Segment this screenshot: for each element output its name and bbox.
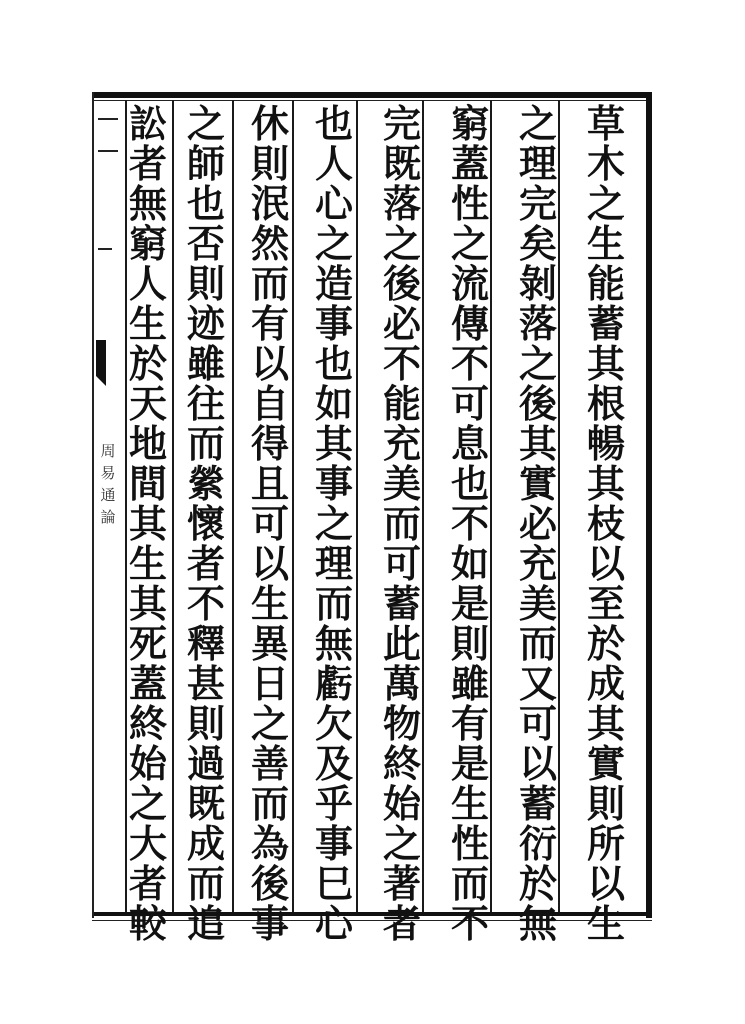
character: 之 xyxy=(518,101,557,146)
character: 其 xyxy=(128,501,167,546)
character: 落 xyxy=(518,301,557,346)
character: 完 xyxy=(382,101,421,146)
character: 通 xyxy=(100,486,116,504)
character: 息 xyxy=(450,421,489,466)
character: 雖 xyxy=(450,661,489,706)
bottom-border xyxy=(92,912,652,916)
character: 窮 xyxy=(450,101,489,146)
character: 而 xyxy=(314,581,353,626)
character: 虧 xyxy=(314,661,353,706)
character: 縈 xyxy=(186,461,225,506)
character: 之 xyxy=(186,101,225,146)
top-border xyxy=(92,92,652,98)
character: 之 xyxy=(250,701,289,746)
character: 能 xyxy=(382,381,421,426)
fishtail-mark xyxy=(96,340,106,376)
character: 者 xyxy=(128,861,167,906)
character: 必 xyxy=(518,501,557,546)
character: 萬 xyxy=(382,661,421,706)
character: 衍 xyxy=(518,821,557,866)
character: 之 xyxy=(314,501,353,546)
character: 師 xyxy=(186,141,225,186)
text-column-7 xyxy=(180,101,232,946)
character: 此 xyxy=(382,621,421,666)
character: 心 xyxy=(314,901,353,946)
character: 於 xyxy=(518,861,557,906)
margin-mark xyxy=(98,118,118,120)
character: 有 xyxy=(450,701,489,746)
character: 以 xyxy=(250,541,289,586)
character: 釋 xyxy=(186,621,225,666)
character: 迹 xyxy=(186,301,225,346)
character: 成 xyxy=(586,661,625,706)
character: 充 xyxy=(382,421,421,466)
text-column-1 xyxy=(580,101,632,946)
character: 人 xyxy=(128,261,167,306)
character: 是 xyxy=(450,581,489,626)
character: 為 xyxy=(250,821,289,866)
character: 之 xyxy=(128,781,167,826)
character: 草 xyxy=(586,101,625,146)
character: 完 xyxy=(518,181,557,226)
character: 而 xyxy=(186,421,225,466)
character: 者 xyxy=(128,141,167,186)
character: 理 xyxy=(314,541,353,586)
character: 必 xyxy=(382,301,421,346)
character: 木 xyxy=(586,141,625,186)
character: 生 xyxy=(586,901,625,946)
character: 終 xyxy=(382,741,421,786)
character: 既 xyxy=(382,141,421,186)
character: 也 xyxy=(186,181,225,226)
character: 生 xyxy=(450,781,489,826)
fishtail-mark xyxy=(96,376,106,386)
character: 雖 xyxy=(186,341,225,386)
character: 不 xyxy=(450,901,489,946)
character: 而 xyxy=(518,621,557,666)
character: 暢 xyxy=(586,421,625,466)
character: 及 xyxy=(314,741,353,786)
text-column-8 xyxy=(122,101,174,946)
character: 其 xyxy=(586,341,625,386)
character: 善 xyxy=(250,741,289,786)
character: 且 xyxy=(250,461,289,506)
character: 甚 xyxy=(186,661,225,706)
character: 落 xyxy=(382,181,421,226)
character: 也 xyxy=(314,101,353,146)
character: 心 xyxy=(314,181,353,226)
character: 窮 xyxy=(128,221,167,266)
right-border xyxy=(646,92,652,918)
character: 美 xyxy=(518,581,557,626)
character: 論 xyxy=(100,508,116,526)
character: 大 xyxy=(128,821,167,866)
character: 則 xyxy=(186,261,225,306)
character: 易 xyxy=(100,464,116,482)
character: 無 xyxy=(518,901,557,946)
character: 乎 xyxy=(314,781,353,826)
character: 者 xyxy=(382,901,421,946)
character: 可 xyxy=(250,501,289,546)
character: 生 xyxy=(586,221,625,266)
character: 根 xyxy=(586,381,625,426)
character: 無 xyxy=(128,181,167,226)
character: 如 xyxy=(314,381,353,426)
character: 之 xyxy=(382,821,421,866)
character: 也 xyxy=(450,461,489,506)
character: 否 xyxy=(186,221,225,266)
character: 實 xyxy=(518,461,557,506)
bottom-border-inner xyxy=(92,920,652,921)
character: 往 xyxy=(186,381,225,426)
character: 又 xyxy=(518,661,557,706)
character: 能 xyxy=(586,261,625,306)
character: 死 xyxy=(128,621,167,666)
character: 以 xyxy=(518,741,557,786)
character: 所 xyxy=(586,821,625,866)
character: 較 xyxy=(128,901,167,946)
character: 充 xyxy=(518,541,557,586)
character: 剝 xyxy=(518,261,557,306)
character: 之 xyxy=(382,221,421,266)
character: 地 xyxy=(128,421,167,466)
character: 物 xyxy=(382,701,421,746)
character: 不 xyxy=(450,501,489,546)
character: 成 xyxy=(186,821,225,866)
character: 蓄 xyxy=(586,301,625,346)
character: 其 xyxy=(518,421,557,466)
character: 可 xyxy=(450,381,489,426)
character: 事 xyxy=(314,461,353,506)
character: 始 xyxy=(128,741,167,786)
character: 枝 xyxy=(586,501,625,546)
character: 實 xyxy=(586,741,625,786)
character: 於 xyxy=(128,341,167,386)
character: 懷 xyxy=(186,501,225,546)
character: 後 xyxy=(250,861,289,906)
character: 則 xyxy=(450,621,489,666)
margin-title xyxy=(96,440,120,528)
character: 終 xyxy=(128,701,167,746)
character: 不 xyxy=(382,341,421,386)
character: 事 xyxy=(250,901,289,946)
top-border-inner xyxy=(92,100,652,101)
character: 其 xyxy=(586,461,625,506)
character: 巳 xyxy=(314,861,353,906)
character: 矣 xyxy=(518,221,557,266)
character: 可 xyxy=(518,701,557,746)
character: 休 xyxy=(250,101,289,146)
character: 之 xyxy=(586,181,625,226)
character: 於 xyxy=(586,621,625,666)
character: 欠 xyxy=(314,701,353,746)
character: 美 xyxy=(382,461,421,506)
character: 而 xyxy=(450,861,489,906)
character: 然 xyxy=(250,221,289,266)
character: 而 xyxy=(382,501,421,546)
character: 事 xyxy=(314,301,353,346)
character: 傳 xyxy=(450,301,489,346)
character: 生 xyxy=(128,541,167,586)
character: 周 xyxy=(100,442,116,460)
text-column-3 xyxy=(444,101,496,946)
character: 生 xyxy=(128,301,167,346)
margin-mark xyxy=(98,150,118,152)
character: 異 xyxy=(250,621,289,666)
text-column-2 xyxy=(512,101,564,946)
character: 者 xyxy=(186,541,225,586)
character: 則 xyxy=(186,701,225,746)
character: 性 xyxy=(450,821,489,866)
character: 自 xyxy=(250,381,289,426)
character: 之 xyxy=(518,341,557,386)
character: 蓋 xyxy=(450,141,489,186)
character: 以 xyxy=(250,341,289,386)
character: 可 xyxy=(382,541,421,586)
character: 事 xyxy=(314,821,353,866)
character: 既 xyxy=(186,781,225,826)
character: 流 xyxy=(450,261,489,306)
character: 蓄 xyxy=(518,781,557,826)
character: 訟 xyxy=(128,101,167,146)
character: 則 xyxy=(586,781,625,826)
character: 至 xyxy=(586,581,625,626)
character: 也 xyxy=(314,341,353,386)
character: 是 xyxy=(450,741,489,786)
character: 如 xyxy=(450,541,489,586)
character: 有 xyxy=(250,301,289,346)
character: 過 xyxy=(186,741,225,786)
character: 得 xyxy=(250,421,289,466)
character: 泯 xyxy=(250,181,289,226)
character: 始 xyxy=(382,781,421,826)
character: 則 xyxy=(250,141,289,186)
character: 而 xyxy=(250,781,289,826)
character: 其 xyxy=(128,581,167,626)
character: 之 xyxy=(450,221,489,266)
character: 以 xyxy=(586,861,625,906)
character: 蓄 xyxy=(382,581,421,626)
character: 之 xyxy=(314,221,353,266)
character: 無 xyxy=(314,621,353,666)
character: 造 xyxy=(314,261,353,306)
character: 不 xyxy=(450,341,489,386)
character: 著 xyxy=(382,861,421,906)
character: 後 xyxy=(518,381,557,426)
character: 而 xyxy=(186,861,225,906)
character: 追 xyxy=(186,901,225,946)
character: 性 xyxy=(450,181,489,226)
character: 理 xyxy=(518,141,557,186)
character: 日 xyxy=(250,661,289,706)
character: 以 xyxy=(586,541,625,586)
character: 生 xyxy=(250,581,289,626)
character: 不 xyxy=(186,581,225,626)
text-column-4 xyxy=(376,101,428,946)
column-divider xyxy=(232,100,234,912)
character: 人 xyxy=(314,141,353,186)
text-column-6 xyxy=(244,101,296,946)
character: 後 xyxy=(382,261,421,306)
character: 蓋 xyxy=(128,661,167,706)
character: 其 xyxy=(586,701,625,746)
character: 間 xyxy=(128,461,167,506)
character: 其 xyxy=(314,421,353,466)
margin-mark xyxy=(98,248,112,250)
character: 天 xyxy=(128,381,167,426)
character: 而 xyxy=(250,261,289,306)
text-column-5 xyxy=(308,101,360,946)
